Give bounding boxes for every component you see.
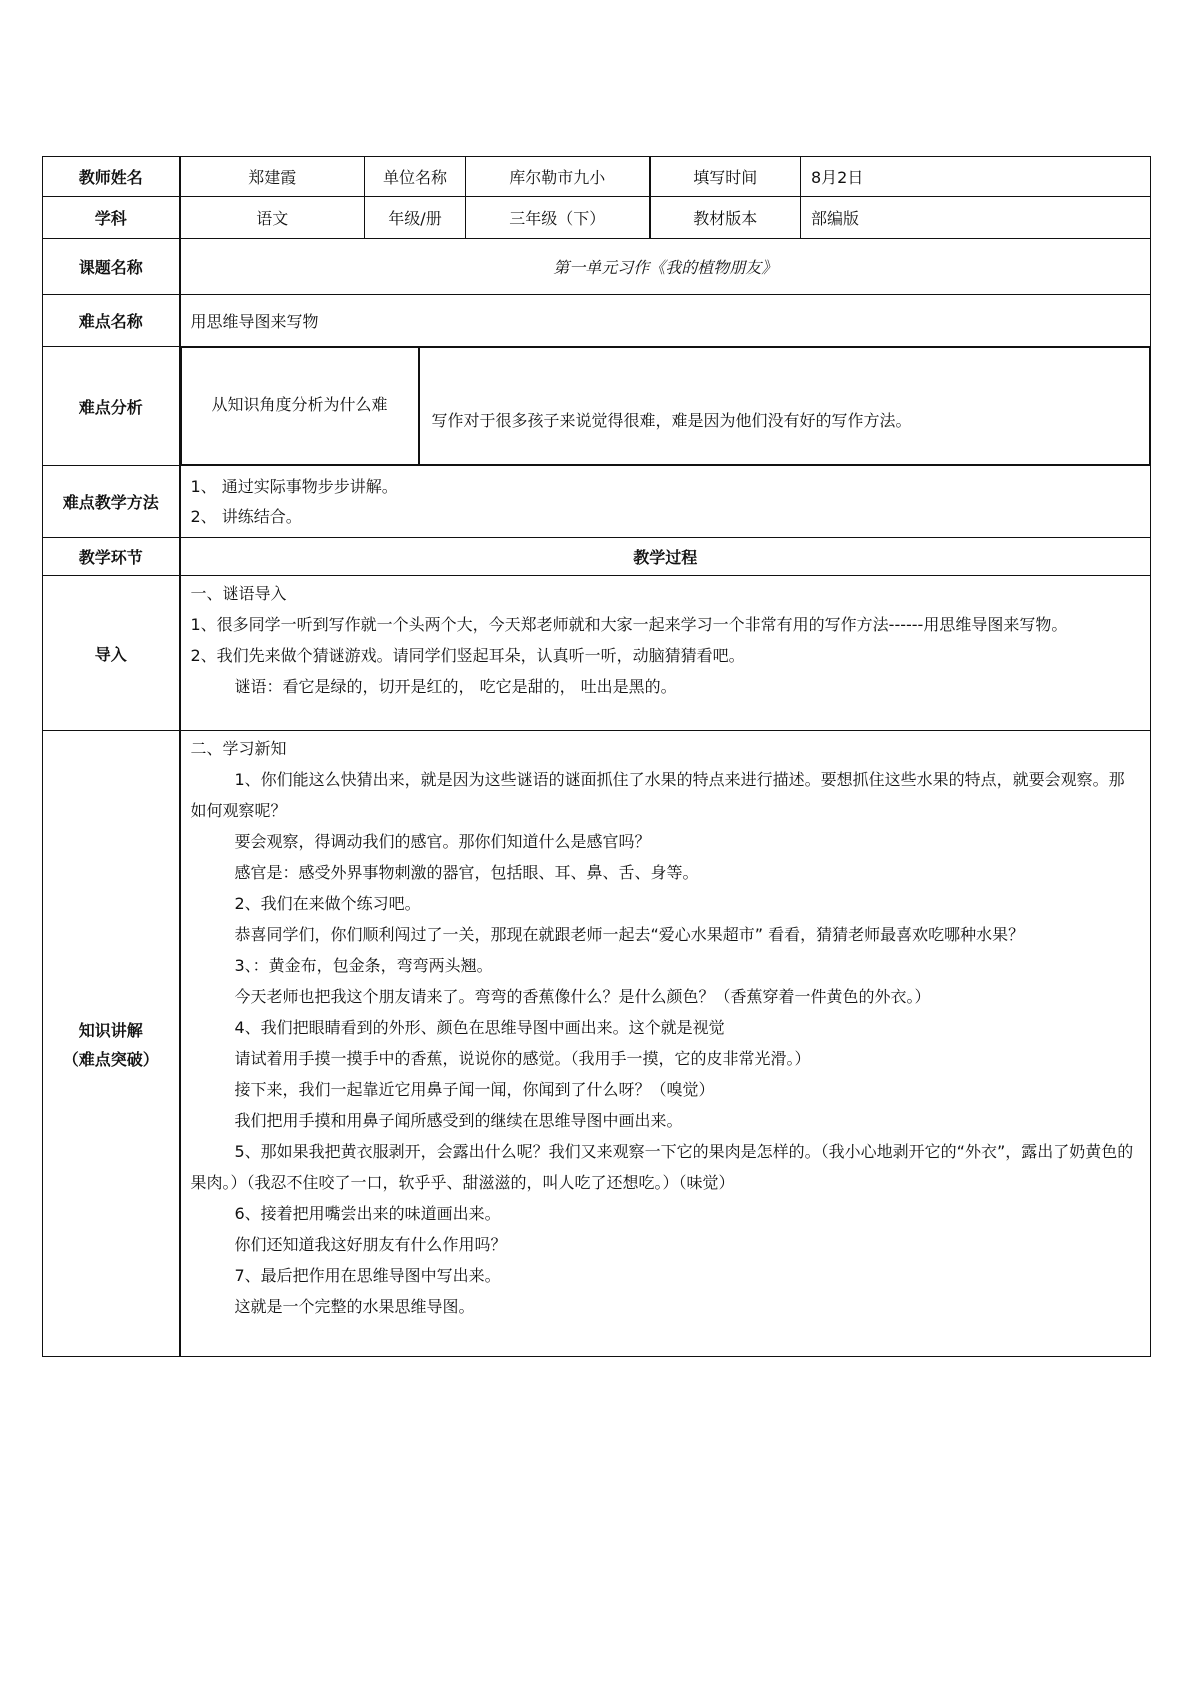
grade-value: 三年级（下） (466, 197, 650, 239)
knowledge-line: 这就是一个完整的水果思维导图。 (234, 1297, 475, 1316)
knowledge-line: 7、最后把作用在思维导图中写出来。 (234, 1266, 501, 1285)
intro-row (43, 576, 1151, 731)
title-row (43, 239, 1151, 295)
knowledge-label: 知识讲解 (78, 1020, 143, 1040)
knowledge-sublabel: （难点突破） (62, 1049, 159, 1069)
subject-value: 语文 (180, 197, 365, 239)
process-header: 教学过程 (180, 538, 1151, 576)
unit-label: 单位名称 (365, 157, 466, 197)
method-item-2: 2、 讲练结合。 (190, 506, 302, 526)
knowledge-line: 6、接着把用嘴尝出来的味道画出来。 (234, 1204, 501, 1223)
intro-paragraph-1: 1、很多同学一听到写作就一个头两个大，今天郑老师就和大家一起来学习一个非常有用的写作方法------用思维导图来写物。 (190, 615, 1068, 634)
lesson-plan-table (42, 156, 1151, 1357)
knowledge-line: 2、我们在来做个练习吧。 (234, 894, 421, 913)
knowledge-line: 要会观察，得调动我们的感官。那你们知道什么是感官吗？ (234, 832, 651, 851)
knowledge-line: 接下来，我们一起靠近它用鼻子闻一闻，你闻到了什么呀？（嗅觉） (234, 1080, 715, 1099)
header-row-2 (43, 197, 1151, 239)
intro-paragraph-2: 2、我们先来做个猜谜游戏。请同学们竖起耳朵，认真听一听，动脑猜猜看吧。 (190, 646, 745, 665)
knowledge-line: 5、那如果我把黄衣服剥开，会露出什么呢？我们又来观察一下它的果肉是怎样的。（我小心地剥开它的“外衣”，露出了奶黄色的果肉。）（我忍不住咬了一口，软乎乎、甜滋滋的，叫人吃了还想吃。）（味觉） (190, 1142, 1134, 1192)
difficulty-label: 难点名称 (43, 295, 180, 347)
knowledge-line: 今天老师也把我这个朋友请来了。弯弯的香蕉像什么？是什么颜色？（香蕉穿着一件黄色的外衣。） (234, 987, 931, 1006)
difficulty-row (43, 295, 1151, 347)
grade-label: 年级/册 (365, 197, 466, 239)
knowledge-line: 我们把用手摸和用鼻子闻所感受到的继续在思维导图中画出来。 (234, 1111, 683, 1130)
method-cell (180, 466, 1151, 538)
edition-label: 教材版本 (650, 197, 801, 239)
process-header-row (43, 538, 1151, 576)
unit-value: 库尔勒市九小 (466, 157, 650, 197)
knowledge-heading: 二、学习新知 (190, 739, 287, 758)
knowledge-line: 4、我们把眼睛看到的外形、颜色在思维导图中画出来。这个就是视觉 (234, 1018, 725, 1037)
header-row-1 (43, 157, 1151, 197)
analysis-value: 写作对于很多孩子来说觉得很难，难是因为他们没有好的写作方法。 (419, 348, 1150, 465)
knowledge-row (43, 731, 1151, 1357)
date-label: 填写时间 (650, 157, 801, 197)
lesson-title: 第一单元习作《我的植物朋友》 (180, 239, 1151, 295)
knowledge-line: 3、：黄金布，包金条，弯弯两头翘。 (234, 956, 493, 975)
knowledge-line: 你们还知道我这好朋友有什么作用吗？ (234, 1235, 507, 1254)
analysis-label: 难点分析 (43, 347, 180, 466)
lesson-plan-form (42, 156, 1150, 1357)
knowledge-cell (180, 731, 1151, 1357)
teacher-label: 教师姓名 (43, 157, 180, 197)
analysis-cell (180, 347, 1151, 466)
analysis-row (43, 347, 1151, 466)
analysis-inner-table (181, 347, 1151, 465)
method-row (43, 466, 1151, 538)
knowledge-line: 请试着用手摸一摸手中的香蕉，说说你的感觉。（我用手一摸，它的皮非常光滑。） (234, 1049, 811, 1068)
edition-value: 部编版 (801, 197, 1151, 239)
knowledge-line: 恭喜同学们，你们顺利闯过了一关，那现在就跟老师一起去“爱心水果超市” 看看，猜猜老师最喜欢吃哪种水果？ (234, 925, 1025, 944)
difficulty-value: 用思维导图来写物 (180, 295, 1151, 347)
intro-heading: 一、谜语导入 (190, 584, 287, 603)
title-label: 课题名称 (43, 239, 180, 295)
knowledge-line: 感官是：感受外界事物刺激的器官，包括眼、耳、鼻、舌、身等。 (234, 863, 699, 882)
intro-riddle: 谜语：看它是绿的，切开是红的， 吃它是甜的， 吐出是黑的。 (234, 677, 677, 696)
method-label: 难点教学方法 (43, 466, 180, 538)
teacher-value: 郑建霞 (180, 157, 365, 197)
intro-cell (180, 576, 1151, 731)
date-value: 8月2日 (801, 157, 1151, 197)
stage-header: 教学环节 (43, 538, 180, 576)
knowledge-line: 1、你们能这么快猜出来，就是因为这些谜语的谜面抓住了水果的特点来进行描述。要想抓住这些水果的特点，就要会观察。那如何观察呢？ (190, 770, 1125, 820)
intro-label: 导入 (43, 576, 180, 731)
analysis-sub-label: 从知识角度分析为什么难 (181, 348, 419, 465)
knowledge-label-cell (43, 731, 180, 1357)
method-item-1: 1、 通过实际事物步步讲解。 (190, 476, 398, 496)
subject-label: 学科 (43, 197, 180, 239)
